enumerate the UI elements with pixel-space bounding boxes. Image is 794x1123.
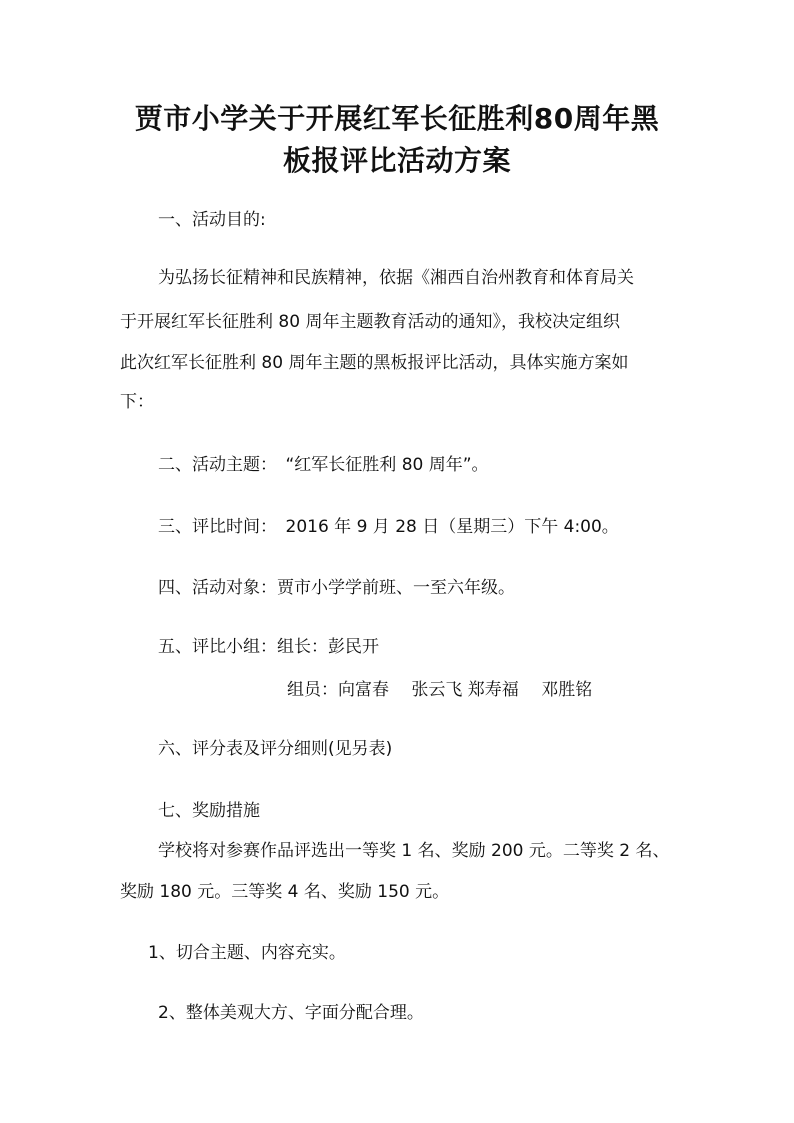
section-5-group-members: 组员：向富春 张云飞 郑寿福 邓胜铭 [287,680,593,700]
criterion-1: 1、切合主题、内容充实。 [148,943,346,963]
title-line-1: 贾市小学关于开展红军长征胜利80周年黑 [134,102,660,135]
section-3-time: 三、评比时间： 2016 年 9 月 28 日（星期三）下午 4:00。 [158,517,619,537]
purpose-line-4: 下： [120,392,154,412]
section-1-heading: 一、活动目的: [158,210,266,230]
section-6-scoring: 六、评分表及评分细则(见另表) [158,739,393,759]
reward-line-2: 奖励 180 元。三等奖 4 名、奖励 150 元。 [120,882,450,902]
purpose-line-3: 此次红军长征胜利 80 周年主题的黑板报评比活动，具体实施方案如 [120,353,629,373]
document-title [110,98,684,182]
criterion-2: 2、整体美观大方、字面分配合理。 [158,1003,424,1023]
purpose-line-1: 为弘扬长征精神和民族精神，依据《湘西自治州教育和体育局关 [158,268,634,288]
section-7-heading: 七、奖励措施 [158,801,260,821]
title-line-2: 板报评比活动方案 [282,144,511,177]
purpose-line-2: 于开展红军长征胜利 80 周年主题教育活动的通知》，我校决定组织 [120,312,620,332]
section-4-target: 四、活动对象：贾市小学学前班、一至六年级。 [158,578,515,598]
section-2-theme: 二、活动主题： “红军长征胜利 80 周年”。 [158,455,489,475]
section-5-group-leader: 五、评比小组：组长：彭民开 [158,637,379,657]
reward-line-1: 学校将对参赛作品评选出一等奖 1 名、奖励 200 元。二等奖 2 名、 [158,841,670,861]
